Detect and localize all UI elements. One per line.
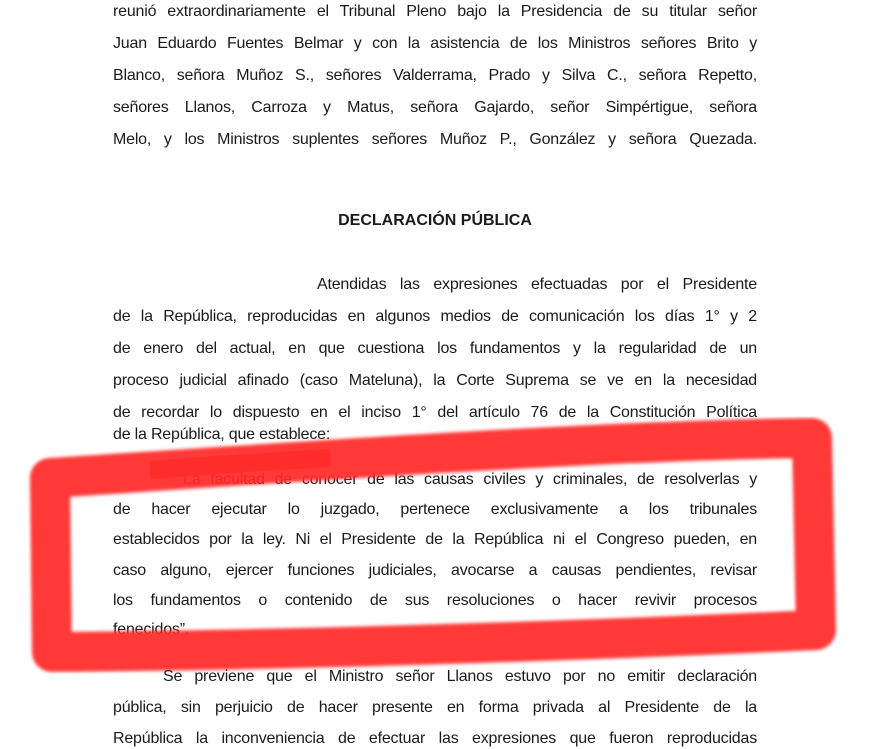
- text-line: pública, sin perjuicio de hacer presente en forma privada al Presidente de la: [113, 699, 757, 716]
- text-line: proceso judicial afinado (caso Mateluna), la Corte Suprema se ve en la necesidad: [113, 372, 757, 389]
- text-line: caso alguno, ejercer funciones judiciales, avocarse a causas pendientes, revisar: [113, 562, 757, 579]
- text-line: Atendidas las expresiones efectuadas por el Presidente: [317, 276, 757, 293]
- text-line: de la República, que establece:: [113, 426, 331, 443]
- text-line: Blanco, señora Muñoz S., señores Valderrama, Prado y Silva C., señora Repetto,: [113, 67, 757, 84]
- text-line: República la inconveniencia de efectuar las expresiones que fueron reproducidas: [113, 730, 757, 747]
- text-line: de hacer ejecutar lo juzgado, pertenece exclusivamente a los tribunales: [113, 501, 757, 518]
- text-line: los fundamentos o contenido de sus resoluciones o hacer revivir procesos: [113, 592, 757, 609]
- text-line: reunió extraordinariamente el Tribunal Pleno bajo la Presidencia de su titular señor: [113, 3, 757, 20]
- text-line: de recordar lo dispuesto en el inciso 1° del artículo 76 de la Constitución Política: [113, 404, 757, 421]
- text-line: de enero del actual, en que cuestiona los fundamentos y la regularidad de un: [113, 340, 757, 357]
- text-line: Se previene que el Ministro señor Llanos estuvo por no emitir declaración: [163, 668, 757, 685]
- text-line: establecidos por la ley. Ni el Presidente de la República ni el Congreso pueden, en: [113, 531, 757, 548]
- text-line: Juan Eduardo Fuentes Belmar y con la asistencia de los Ministros señores Brito y: [113, 35, 757, 52]
- text-line: fenecidos”.: [113, 621, 190, 638]
- text-line: “La facultad de conocer de las causas civiles y criminales, de resolverlas y: [178, 471, 757, 488]
- text-line: señores Llanos, Carroza y Matus, señora Gajardo, señor Simpértigue, señora: [113, 99, 757, 116]
- text-line: de la República, reproducidas en algunos medios de comunicación los días 1° y 2: [113, 308, 757, 325]
- text-line: Melo, y los Ministros suplentes señores Muñoz P., González y señora Quezada.: [113, 131, 757, 148]
- document-heading: DECLARACIÓN PÚBLICA: [338, 212, 532, 229]
